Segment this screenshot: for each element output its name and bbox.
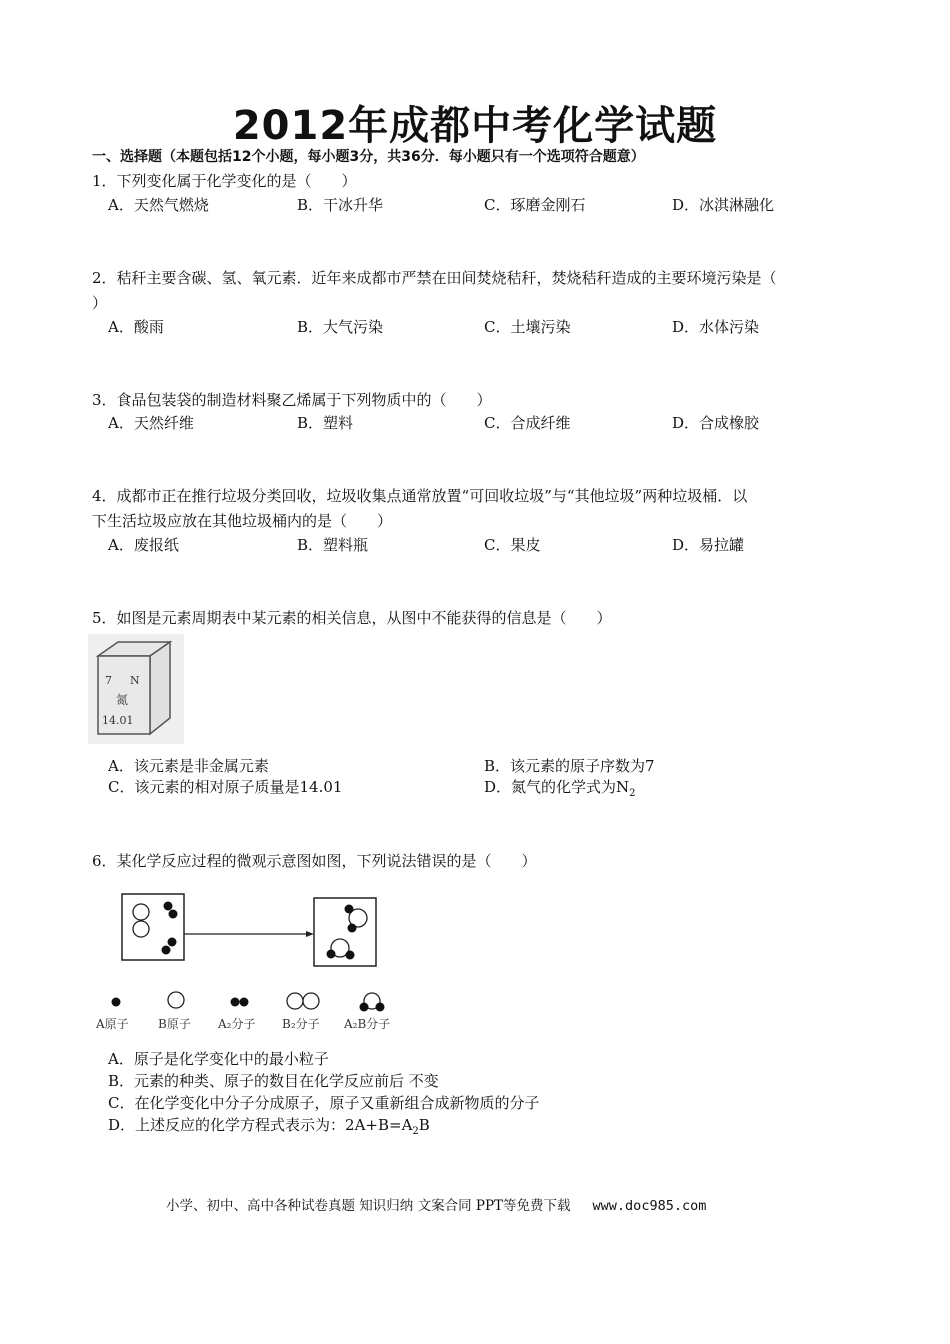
legend-a2-molecule: A₂分子: [218, 1017, 256, 1031]
question-2-stem-line1: 2．秸秆主要含碳、氢、氧元素．近年来成都市严禁在田间焚烧秸秆，焚烧秸秆造成的主要环境污染是（: [92, 269, 777, 287]
question-2-option-d: D．水体污染: [672, 318, 760, 336]
question-1-option-b: B．干冰升华: [297, 196, 384, 214]
question-1-option-a: A．天然气燃烧: [108, 196, 209, 214]
question-4-stem-line1: 4．成都市正在推行垃圾分类回收，垃圾收集点通常放置“可回收垃圾”与“其他垃圾”两种垃圾桶．以: [92, 487, 748, 505]
question-3-option-a: A．天然纤维: [108, 414, 194, 432]
question-2-option-a: A．酸雨: [108, 318, 164, 336]
page-title: 2012年成都中考化学试题: [232, 103, 718, 149]
question-4-stem-line2: 下生活垃圾应放在其他垃圾桶内的是（ ）: [92, 512, 393, 530]
question-2-option-b: B．大气污染: [297, 318, 384, 336]
legend-a-atom: A原子: [96, 1017, 129, 1031]
question-5-option-b: B．该元素的原子序数为7: [484, 757, 655, 775]
question-6-option-a: A．原子是化学变化中的最小粒子: [108, 1050, 329, 1068]
question-5-stem: 5．如图是元素周期表中某元素的相关信息，从图中不能获得的信息是（ ）: [92, 609, 612, 627]
question-6-option-d-text: D．上述反应的化学方程式表示为：2A+B=A: [108, 1116, 413, 1134]
question-3-option-c: C．合成纤维: [484, 414, 571, 432]
element-number: 7: [105, 674, 112, 687]
question-4-option-b: B．塑料瓶: [297, 536, 369, 554]
element-name: 氮: [116, 693, 129, 707]
question-4-option-d: D．易拉罐: [672, 536, 745, 554]
legend-a2b-molecule: A₂B分子: [344, 1017, 391, 1031]
question-6-option-d-subscript: 2: [412, 1126, 419, 1137]
reaction-diagram: [88, 880, 408, 1040]
question-5-option-d-text: D．氮气的化学式为N: [484, 778, 630, 796]
question-1-stem: 1．下列变化属于化学变化的是（ ）: [92, 172, 357, 190]
question-3-stem: 3．食品包装袋的制造材料聚乙烯属于下列物质中的（ ）: [92, 391, 492, 409]
element-cell-figure: [88, 634, 184, 744]
question-4-option-a: A．废报纸: [108, 536, 179, 554]
question-6-option-d: [108, 1114, 430, 1137]
question-5-option-d: [484, 776, 636, 799]
question-2-stem-line2: ）: [92, 294, 108, 312]
question-6-option-b: B．元素的种类、原子的数目在化学反应前后 不变: [108, 1072, 439, 1090]
question-5-option-c: C．该元素的相对原子质量是14.01: [108, 778, 343, 796]
question-4-option-c: C．果皮: [484, 536, 541, 554]
question-5-option-a: A．该元素是非金属元素: [108, 757, 269, 775]
question-5-option-d-subscript: 2: [629, 788, 636, 799]
page-footer: [166, 1194, 706, 1214]
legend-b-atom: B原子: [158, 1017, 191, 1031]
question-1-option-d: D．冰淇淋融化: [672, 196, 775, 214]
question-3-option-d: D．合成橡胶: [672, 414, 760, 432]
question-6-option-c: C．在化学变化中分子分成原子，原子又重新组合成新物质的分子: [108, 1094, 540, 1112]
question-1-option-c: C．琢磨金刚石: [484, 196, 586, 214]
question-6-stem: 6．某化学反应过程的微观示意图如图，下列说法错误的是（ ）: [92, 852, 537, 870]
legend-b2-molecule: B₂分子: [282, 1017, 320, 1031]
question-3-option-b: B．塑料: [297, 414, 354, 432]
element-symbol: N: [130, 674, 140, 687]
footer-text: 小学、初中、高中各种试卷真题 知识归纳 文案合同 PPT等免费下载: [166, 1198, 571, 1214]
footer-url[interactable]: www.doc985.com: [592, 1198, 707, 1214]
element-mass: 14.01: [102, 714, 134, 727]
question-2-option-c: C．土壤污染: [484, 318, 571, 336]
section-header: 一、选择题（本题包括12个小题，每小题3分，共36分．每小题只有一个选项符合题意）: [92, 149, 645, 165]
question-6-option-d-tail: B: [418, 1116, 430, 1134]
